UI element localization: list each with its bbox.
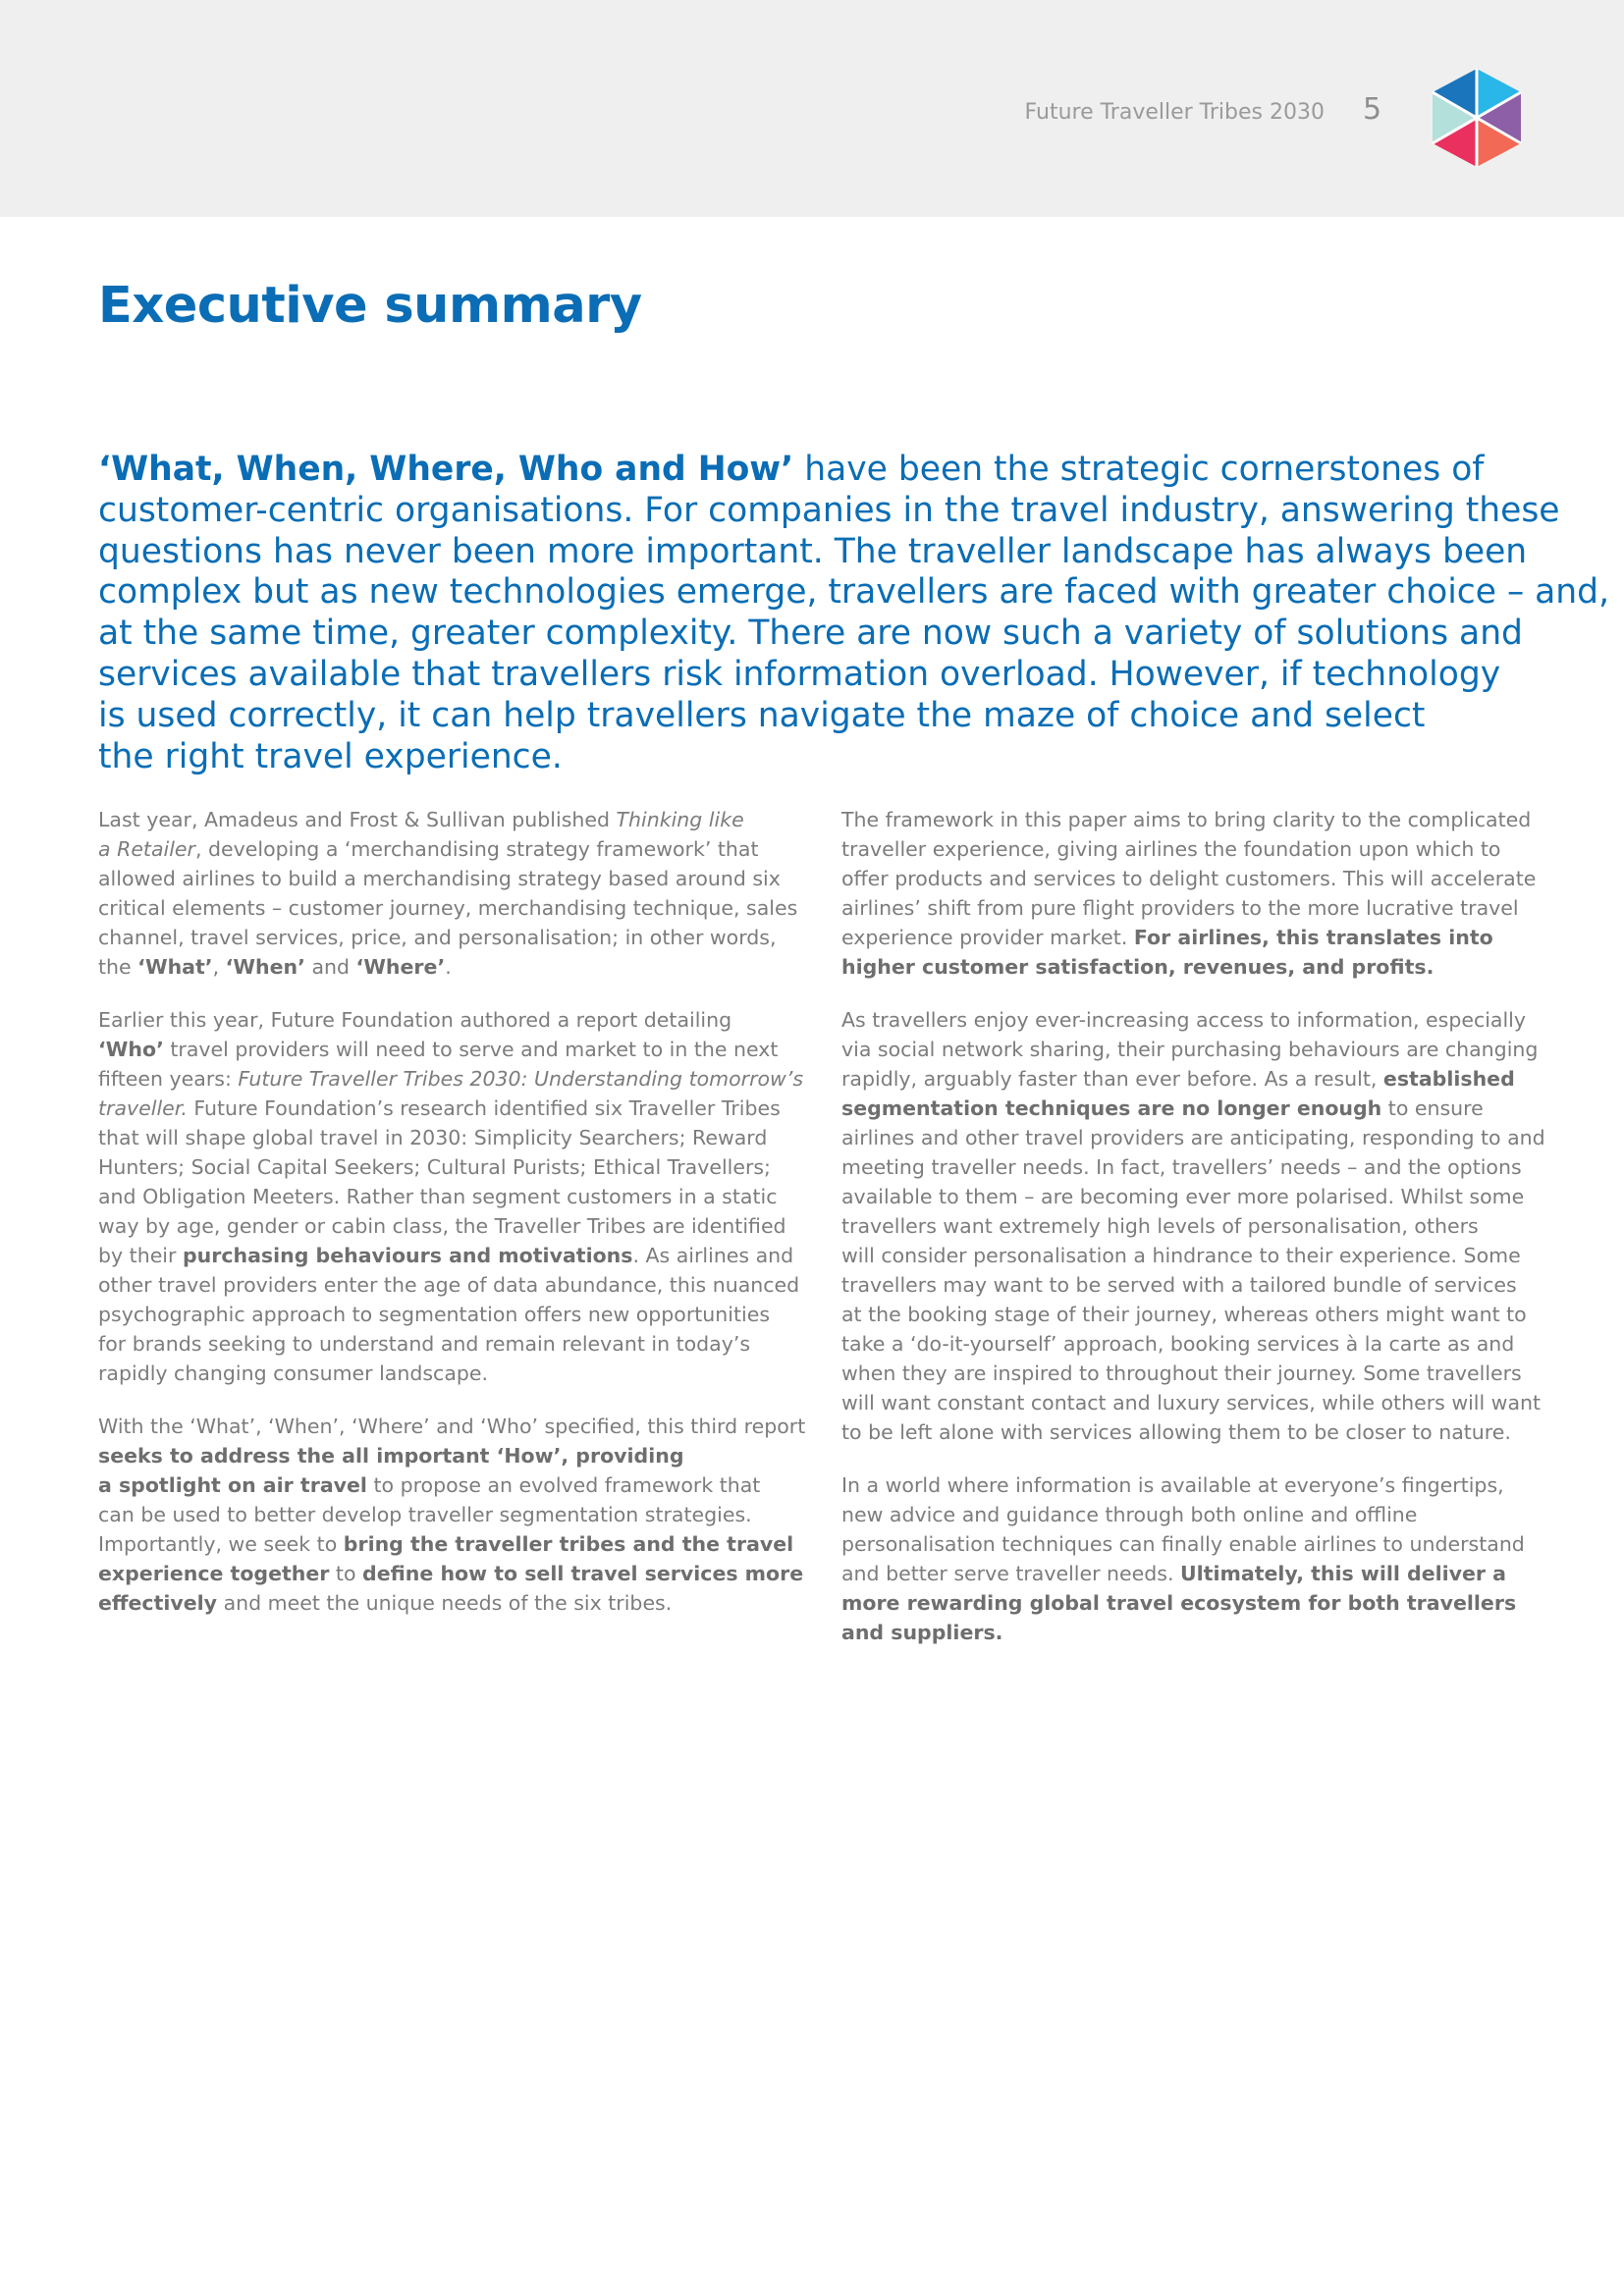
text-line — [98, 1064, 805, 1094]
intro-line: customer-centric organisations. For companies in the travel industry, answering these — [98, 490, 1560, 530]
intro-line: complex but as new technologies emerge, travellers are faced with greater choice – and, — [98, 572, 1610, 613]
text-fragment: ‘Who’ — [98, 1038, 164, 1061]
text-line — [98, 1094, 805, 1123]
text-line — [98, 1559, 805, 1588]
text-line: offer products and services to delight customers. This will accelerate — [841, 867, 1537, 890]
text-fragment: a Retailer — [98, 837, 195, 861]
text-line: when they are inspired to throughout their journey. Some travellers — [841, 1362, 1522, 1385]
text-fragment: . As airlines and — [632, 1244, 794, 1267]
text-line — [98, 834, 805, 864]
text-fragment: For airlines, this translates into — [1133, 926, 1493, 949]
text-fragment: to — [329, 1562, 363, 1585]
text-fragment: effectively — [98, 1591, 218, 1615]
text-fragment: and better serve traveller needs. — [841, 1562, 1180, 1585]
text-line: available to them – are becoming ever more polarised. Whilst some — [841, 1185, 1525, 1208]
text-line: take a ‘do-it-yourself’ approach, booking services à la carte as and — [841, 1332, 1515, 1356]
text-line: Hunters; Social Capital Seekers; Cultural Purists; Ethical Travellers; — [98, 1155, 771, 1179]
text-line: meeting traveller needs. In fact, travellers’ needs – and the options — [841, 1155, 1522, 1179]
text-fragment: travel providers will need to serve and market to in the next — [163, 1038, 779, 1061]
text-fragment: to ensure — [1381, 1096, 1484, 1120]
text-line: airlines’ shift from pure flight providers to the more lucrative travel — [841, 896, 1519, 920]
text-fragment: established — [1382, 1067, 1515, 1091]
text-line: rapidly changing consumer landscape. — [98, 1362, 489, 1385]
text-line: to be left alone with services allowing them to be closer to nature. — [841, 1420, 1511, 1444]
intro-line: the right travel experience. — [98, 736, 563, 776]
text-line — [841, 923, 1545, 952]
text-line — [98, 1529, 805, 1559]
text-fragment: Last year, Amadeus and Frost & Sullivan published — [98, 808, 617, 831]
text-line: critical elements – customer journey, merchandising technique, sales — [98, 896, 798, 920]
intro-line: services available that travellers risk information overload. However, if technology — [98, 654, 1501, 694]
right-column — [841, 805, 1545, 1671]
text-line: will consider personalisation a hindrance to their experience. Some — [841, 1244, 1521, 1267]
text-line: way by age, gender or cabin class, the Traveller Tribes are identified — [98, 1214, 786, 1238]
text-line — [98, 1588, 805, 1618]
text-fragment: rapidly, arguably faster than ever before. As a result, — [841, 1067, 1383, 1091]
text-line: allowed airlines to build a merchandising strategy based around six — [98, 867, 781, 890]
text-fragment: segmentation techniques are no longer enough — [841, 1096, 1382, 1120]
intro-line: at the same time, greater complexity. There are now such a variety of solutions and — [98, 614, 1523, 654]
text-fragment: by their — [98, 1244, 183, 1267]
text-fragment: , — [212, 955, 226, 979]
text-line — [841, 1094, 1545, 1123]
text-fragment: ‘What’ — [137, 955, 213, 979]
page-title: Executive summary — [98, 277, 642, 335]
text-line: new advice and guidance through both online and offline — [841, 1503, 1418, 1526]
text-fragment: more rewarding global travel ecosystem for both travellers — [841, 1591, 1517, 1615]
text-line: can be used to better develop traveller segmentation strategies. — [98, 1503, 752, 1526]
intro-line — [98, 450, 1551, 491]
text-line: and Obligation Meeters. Rather than segment customers in a static — [98, 1185, 778, 1208]
text-line: The framework in this paper aims to bring clarity to the complicated — [841, 808, 1532, 831]
text-line — [98, 805, 805, 834]
body-paragraph — [98, 805, 805, 982]
text-line — [841, 1618, 1545, 1647]
text-line: for brands seeking to understand and remain relevant in today’s — [98, 1332, 751, 1356]
text-fragment: fifteen years: — [98, 1067, 239, 1091]
text-line — [98, 1441, 805, 1470]
text-fragment: Thinking like — [616, 808, 744, 831]
text-fragment: Future Foundation’s research identified six Traveller Tribes — [187, 1096, 781, 1120]
text-fragment: bring the traveller tribes and the travel — [343, 1532, 794, 1556]
text-line: at the booking stage of their journey, whereas others might want to — [841, 1303, 1527, 1326]
text-line: that will shape global travel in 2030: Simplicity Searchers; Reward — [98, 1126, 768, 1149]
text-fragment: , developing a ‘merchandising strategy framework’ that — [194, 837, 759, 861]
text-line — [841, 1588, 1545, 1618]
text-fragment: the — [98, 955, 138, 979]
text-line: traveller experience, giving airlines the foundation upon which to — [841, 837, 1501, 861]
text-line: airlines and other travel providers are anticipating, responding to and — [841, 1126, 1545, 1149]
body-paragraph — [841, 1470, 1545, 1647]
hexagon-logo-icon — [1423, 59, 1531, 177]
text-fragment: . — [445, 955, 452, 979]
text-line: Earlier this year, Future Foundation authored a report detailing — [98, 1008, 732, 1032]
text-fragment: Future Traveller Tribes 2030: Understanding tomorrow’s — [238, 1067, 804, 1091]
text-fragment: Ultimately, this will deliver a — [1180, 1562, 1507, 1585]
text-line: travellers may want to be served with a tailored bundle of services — [841, 1273, 1517, 1297]
intro-lead: ‘What, When, Where, Who and How’ — [98, 450, 794, 489]
text-fragment: and suppliers. — [841, 1621, 1003, 1644]
running-title: Future Traveller Tribes 2030 — [1024, 100, 1325, 125]
text-line: psychographic approach to segmentation offers new opportunities — [98, 1303, 771, 1326]
text-line — [98, 1470, 805, 1500]
text-line: will want constant contact and luxury services, while others will want — [841, 1391, 1542, 1415]
text-fragment: and — [304, 955, 356, 979]
text-fragment: experience provider market. — [841, 926, 1134, 949]
text-line: In a world where information is available at everyone’s fingertips, — [841, 1473, 1504, 1497]
text-fragment: ‘When’ — [225, 955, 305, 979]
text-fragment: purchasing behaviours and motivations — [182, 1244, 633, 1267]
text-fragment: traveller. — [98, 1096, 188, 1120]
text-line — [841, 952, 1545, 982]
intro-line: questions has never been more important. The traveller landscape has always been — [98, 531, 1528, 571]
body-paragraph — [841, 805, 1545, 982]
text-fragment: and meet the unique needs of the six tribes. — [217, 1591, 673, 1615]
left-column — [98, 805, 805, 1641]
text-fragment: ‘Where’ — [355, 955, 446, 979]
text-line — [841, 1064, 1545, 1094]
text-line: other travel providers enter the age of data abundance, this nuanced — [98, 1273, 800, 1297]
text-line — [98, 1035, 805, 1064]
body-paragraph — [98, 1005, 805, 1388]
intro-line: is used correctly, it can help travellers navigate the maze of choice and select — [98, 695, 1426, 735]
text-fragment: experience together — [98, 1562, 330, 1585]
text-line — [98, 1241, 805, 1270]
text-line — [841, 1559, 1545, 1588]
text-fragment: have been the strategic cornerstones of — [793, 450, 1485, 489]
text-line: personalisation techniques can finally enable airlines to understand — [841, 1532, 1525, 1556]
text-fragment: define how to sell travel services more — [362, 1562, 804, 1585]
text-fragment: higher customer satisfaction, revenues, and profits. — [841, 955, 1435, 979]
text-fragment: to propose an evolved framework that — [366, 1473, 761, 1497]
intro-paragraph — [98, 450, 1610, 777]
page-number: 5 — [1363, 92, 1382, 127]
text-line — [98, 952, 805, 982]
body-paragraph — [841, 1005, 1545, 1447]
body-paragraph — [98, 1412, 805, 1618]
text-line: With the ‘What’, ‘When’, ‘Where’ and ‘Who’ specified, this third report — [98, 1415, 806, 1438]
text-fragment: seeks to address the all important ‘How’, providing — [98, 1444, 684, 1468]
text-line: As travellers enjoy ever-increasing access to information, especially — [841, 1008, 1526, 1032]
text-line: travellers want extremely high levels of personalisation, others — [841, 1214, 1479, 1238]
text-fragment: Importantly, we seek to — [98, 1532, 344, 1556]
text-line: channel, travel services, price, and personalisation; in other words, — [98, 926, 777, 949]
text-line: via social network sharing, their purchasing behaviours are changing — [841, 1038, 1539, 1061]
text-fragment: a spotlight on air travel — [98, 1473, 367, 1497]
